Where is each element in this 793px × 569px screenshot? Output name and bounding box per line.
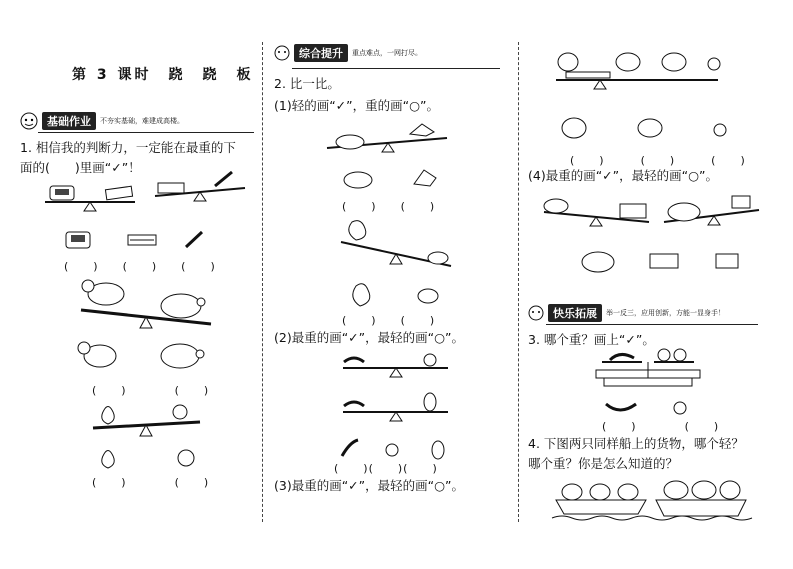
- question-2: 2. 比一比。: [274, 76, 340, 91]
- section-badge: 综合提升: [294, 44, 348, 62]
- seesaw-mole-fox: [322, 120, 452, 160]
- answer-triple[interactable]: ( )( )( ): [334, 462, 438, 475]
- balance-banana-apple: [338, 350, 458, 380]
- question-2-part-4: (4)最重的画“✓”，最轻的画“○”。: [528, 168, 718, 183]
- answer-row-1[interactable]: ( ) ( ) ( ): [64, 260, 216, 273]
- column-divider-1: [262, 42, 263, 522]
- answer-pair[interactable]: ( ) ( ): [602, 420, 720, 433]
- question-4-line-1: 4. 下图两只同样船上的货物，哪个轻？: [528, 436, 744, 451]
- answer-row-2[interactable]: ( ) ( ): [92, 384, 210, 397]
- balance-cat-rabbit-chick: [538, 42, 738, 98]
- section-header-improve: [274, 44, 422, 62]
- question-1-line-1: 1. 相信我的判断力，一定能在最重的下: [20, 140, 236, 155]
- question-2-part-3: (3)最重的画“✓”，最轻的画“○”。: [274, 478, 464, 493]
- answer-pair-1[interactable]: ( ) ( ): [342, 200, 436, 213]
- section-tagline: 重点难点，一网打尽。: [352, 49, 422, 57]
- items-bag-box-pencil: [66, 230, 226, 252]
- section-rule: [38, 132, 254, 133]
- section-tagline: 不夯实基础，难建成高楼。: [100, 117, 184, 125]
- section-rule: [546, 324, 758, 325]
- items-pear-apple: [98, 446, 208, 470]
- answer-row-3[interactable]: ( ) ( ): [92, 476, 210, 489]
- items-banana-orange: [604, 398, 694, 418]
- section-tagline: 举一反三，应用创新，方能一显身手！: [606, 309, 725, 317]
- question-2-part-1: (1)轻的画“✓”，重的画“○”。: [274, 98, 439, 113]
- section-badge: 快乐拓展: [548, 304, 602, 322]
- section-header-extend: [528, 304, 725, 322]
- items-pig-cow-goat: [580, 248, 750, 278]
- items-mole-fox: [340, 166, 450, 192]
- column-divider-2: [518, 42, 519, 522]
- items-sheep-pig: [76, 338, 216, 372]
- section-rule: [292, 68, 500, 69]
- seesaw-sheep-pig: [76, 272, 216, 332]
- answer-pair-2[interactable]: ( ) ( ): [342, 314, 436, 327]
- mascot-icon: [274, 44, 290, 62]
- items-cat-rabbit-chick: [560, 114, 740, 142]
- question-4-line-2: 哪个重？你是怎么知道的？: [528, 456, 679, 471]
- seesaw-pear-apple: [88, 400, 208, 445]
- seesaw-rooster-rabbit: [336, 218, 456, 274]
- balance-banana-pineapple: [338, 392, 458, 424]
- scale-bananas-oranges: [588, 346, 708, 394]
- question-2-part-2: (2)最重的画“✓”，最轻的画“○”。: [274, 330, 464, 345]
- section-badge: 基础作业: [42, 112, 96, 130]
- section-header-basic: [20, 112, 184, 130]
- items-banana-apple-pineapple: [340, 438, 460, 462]
- question-3: 3. 哪个重？画上“✓”。: [528, 332, 655, 347]
- seesaw-mole-cow-pig-goat: [534, 192, 764, 232]
- answer-triple[interactable]: ( ) ( ) ( ): [570, 154, 746, 167]
- mascot-icon: [20, 112, 38, 130]
- question-1-line-2: 面的( )里画“✓”！: [20, 160, 141, 175]
- seesaw-bag-box-pencil: [40, 178, 280, 223]
- boats-with-cargo: [552, 478, 752, 522]
- mascot-icon: [528, 304, 544, 322]
- lesson-title: 第 3 课时 跷 跷 板: [72, 67, 254, 83]
- items-rooster-rabbit: [346, 280, 456, 308]
